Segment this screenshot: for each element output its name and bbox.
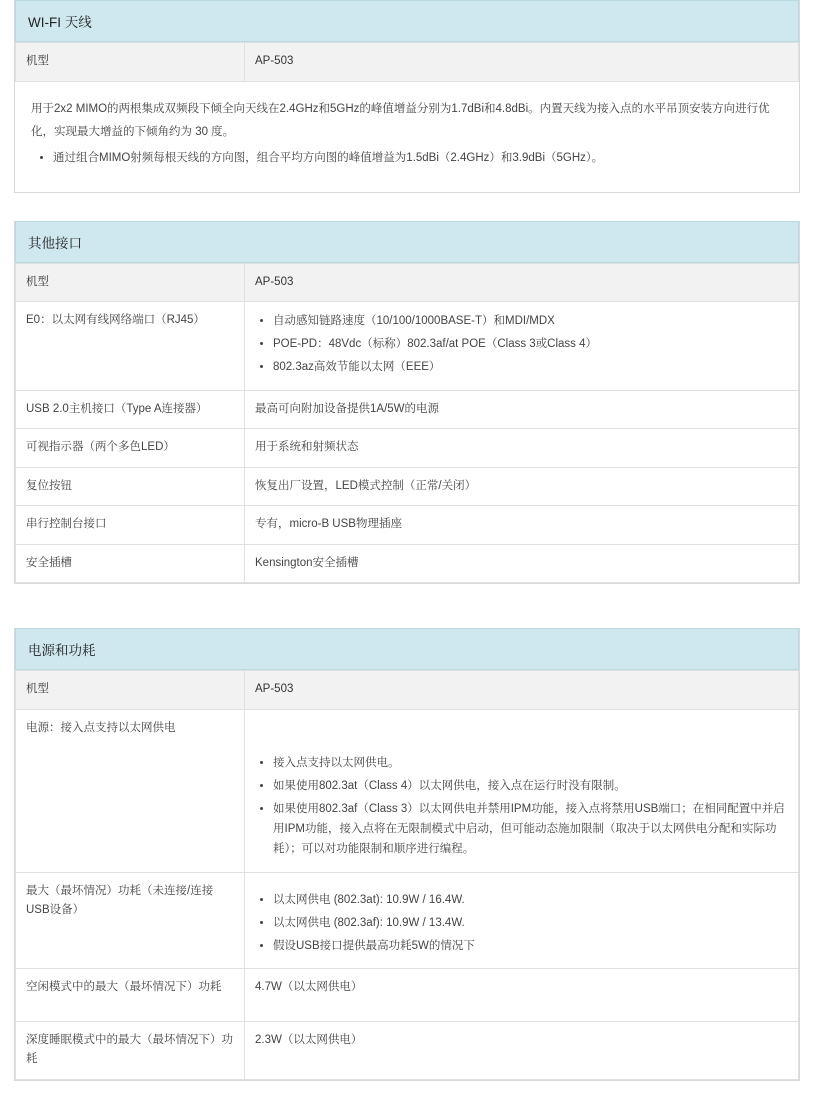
list-item: • 如果使用802.3af（Class 3）以太网供电并禁用IPM功能，接入点将禁用USB端口；在相同配置中并启用IPM功能，接入点将在无限制模式中启动，但可能动态施加限制（取决于以太网供电分配和实际功耗）；可以对功能限制和顺序进行编程。	[273, 799, 788, 859]
row-label: 深度睡眠模式中的最大（最坏情况下）功耗	[16, 1021, 245, 1079]
row-label: USB 2.0主机接口（Type A连接器）	[16, 390, 245, 429]
table-row	[16, 968, 799, 1021]
table-row	[16, 467, 799, 506]
row-label: 复位按钮	[16, 467, 245, 506]
spacer	[0, 207, 814, 221]
table-row	[16, 1021, 799, 1079]
list-item: • 以太网供电 (802.3at): 10.9W / 16.4W.	[273, 890, 788, 910]
list-item: • 假设USB接口提供最高功耗5W的情况下	[273, 936, 788, 956]
row-value	[245, 302, 799, 390]
list-item: • 以太网供电 (802.3af): 10.9W / 13.4W.	[273, 913, 788, 933]
model-value: AP-503	[245, 263, 799, 302]
list-item: • 802.3az高效节能以太网（EEE）	[273, 357, 788, 377]
row-value: 恢复出厂设置，LED模式控制（正常/关闭）	[245, 467, 799, 506]
table-row	[16, 429, 799, 468]
list-item: • 接入点支持以太网供电。	[273, 753, 788, 773]
row-bullets	[255, 890, 788, 956]
row-value: 用于系统和射频状态	[245, 429, 799, 468]
section-power-consumption	[14, 628, 800, 1081]
table-row	[16, 709, 799, 872]
spacer	[0, 598, 814, 628]
model-label: 机型	[16, 263, 245, 302]
row-bullets	[255, 753, 788, 860]
section-other-interfaces	[14, 221, 800, 585]
row-value	[245, 709, 799, 872]
table-row	[16, 390, 799, 429]
section-title-wifi-antenna: WI-FI 天线	[15, 0, 799, 42]
row-value: 最高可向附加设备提供1A/5W的电源	[245, 390, 799, 429]
wifi-antenna-body	[15, 82, 799, 192]
table-wifi-antenna	[15, 42, 799, 82]
row-label: 安全插槽	[16, 544, 245, 583]
section-title-other-interfaces: 其他接口	[15, 221, 799, 263]
table-row	[16, 671, 799, 710]
model-value: AP-503	[245, 43, 799, 82]
row-value	[245, 872, 799, 968]
row-label: E0：以太网有线网络端口（RJ45）	[16, 302, 245, 390]
model-label: 机型	[16, 43, 245, 82]
table-power-consumption	[15, 670, 799, 1080]
row-label: 空闲模式中的最大（最坏情况下）功耗	[16, 968, 245, 1021]
list-item: • 自动感知链路速度（10/100/1000BASE-T）和MDI/MDX	[273, 311, 788, 331]
table-row	[16, 263, 799, 302]
section-title-power-consumption: 电源和功耗	[15, 628, 799, 670]
row-label: 最大（最坏情况）功耗（未连接/连接USB设备）	[16, 872, 245, 968]
table-row	[16, 302, 799, 390]
row-label: 可视指示器（两个多色LED）	[16, 429, 245, 468]
wifi-antenna-paragraph: 用于2x2 MIMO的两根集成双频段下倾全向天线在2.4GHz和5GHz的峰值增益分别为1.7dBi和4.8dBi。内置天线为接入点的水平吊顶安装方向进行优化，实现最大增益的下倾角约为 30 度。	[31, 102, 770, 138]
list-item: • POE-PD：48Vdc（标称）802.3af/at POE（Class 3或Class 4）	[273, 334, 788, 354]
row-bullets	[255, 311, 788, 377]
list-item: • 通过组合MIMO射频每根天线的方向图，组合平均方向图的峰值增益为1.5dBi（2.4GHz）和3.9dBi（5GHz）。	[53, 148, 783, 168]
row-label: 串行控制台接口	[16, 506, 245, 545]
model-value: AP-503	[245, 671, 799, 710]
row-value: 4.7W（以太网供电）	[245, 968, 799, 1021]
model-label: 机型	[16, 671, 245, 710]
table-other-interfaces	[15, 263, 799, 584]
wifi-antenna-bullets	[31, 148, 783, 168]
table-row	[16, 544, 799, 583]
list-item: • 如果使用802.3at（Class 4）以太网供电，接入点在运行时没有限制。	[273, 776, 788, 796]
table-row	[16, 872, 799, 968]
section-wifi-antenna	[14, 0, 800, 193]
table-row	[16, 43, 799, 82]
row-value: 专有，micro-B USB物理插座	[245, 506, 799, 545]
row-value: Kensington安全插槽	[245, 544, 799, 583]
row-label: 电源：接入点支持以太网供电	[16, 709, 245, 872]
table-row	[16, 506, 799, 545]
row-value: 2.3W（以太网供电）	[245, 1021, 799, 1079]
